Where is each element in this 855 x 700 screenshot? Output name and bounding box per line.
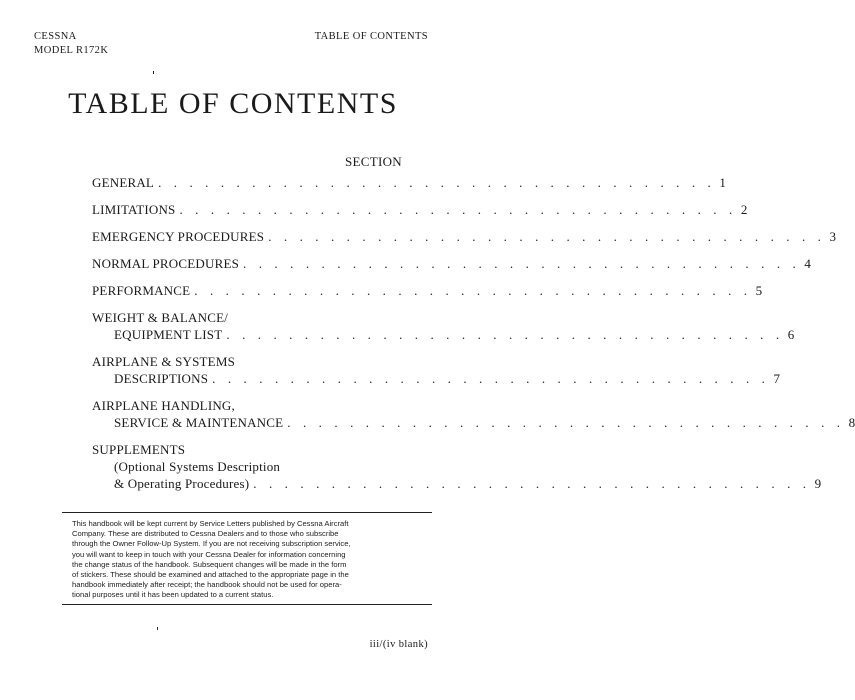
toc-leader-dots: . . . . . . . . . . . . . . . . . . . . . . . . . . . . . . . . . . . . bbox=[287, 415, 845, 430]
toc-entry-label: AIRPLANE HANDLING, bbox=[92, 398, 235, 413]
toc-entry-performance[interactable] bbox=[92, 282, 763, 299]
toc-entry-label: EMERGENCY PROCEDURES bbox=[92, 229, 265, 244]
toc-entry-emergency-procedures[interactable] bbox=[92, 228, 837, 245]
scan-speck bbox=[153, 71, 154, 74]
notice-line: This handbook will be kept current by Service Letters published by Cessna Aircraft bbox=[72, 519, 349, 528]
toc-section-number: 3 bbox=[829, 229, 837, 244]
notice-line: through the Owner Follow-Up System. If you are not receiving subscription service, bbox=[72, 539, 351, 549]
toc-entry-label-continued: (Optional Systems Description bbox=[114, 459, 281, 474]
toc-entry-label-continued: SERVICE & MAINTENANCE bbox=[114, 415, 284, 430]
toc-entry-supplements[interactable] bbox=[92, 441, 822, 492]
toc-entry-label: GENERAL bbox=[92, 175, 155, 190]
page-number: iii/(iv blank) bbox=[369, 639, 428, 650]
toc-leader-dots: . . . . . . . . . . . . . . . . . . . . . . . . . . . . . . . . . . . . bbox=[158, 175, 716, 190]
toc-entry-label: PERFORMANCE bbox=[92, 283, 191, 298]
toc-entry-limitations[interactable] bbox=[92, 201, 748, 218]
notice-line: the change status of the handbook. Subsequent changes will be made in the form bbox=[72, 559, 347, 569]
notice-line: handbook immediately after receipt; the handbook should not be used for opera- bbox=[72, 580, 342, 590]
toc-entry-label-continued: EQUIPMENT LIST bbox=[114, 327, 223, 342]
toc-entry-airplane-systems[interactable] bbox=[92, 353, 781, 387]
toc-leader-dots: . . . . . . . . . . . . . . . . . . . . . . . . . . . . . . . . . . . . bbox=[253, 476, 811, 491]
toc-section-number: 2 bbox=[740, 202, 748, 217]
toc-leader-dots: . . . . . . . . . . . . . . . . . . . . . . . . . . . . . . . . . . . . bbox=[226, 327, 784, 342]
notice-line: tional purposes until it has been updated to a current status. bbox=[72, 590, 274, 600]
toc-leader-dots: . . . . . . . . . . . . . . . . . . . . . . . . . . . . . . . . . . . . bbox=[179, 202, 737, 217]
toc-section-number: 8 bbox=[848, 415, 855, 430]
page-title: TABLE OF CONTENTS bbox=[68, 87, 398, 120]
toc-section-number: 5 bbox=[755, 283, 763, 298]
toc-leader-dots: . . . . . . . . . . . . . . . . . . . . . . . . . . . . . . . . . . . . bbox=[212, 371, 770, 386]
toc-entry-normal-procedures[interactable] bbox=[92, 255, 812, 272]
toc-section-number: 1 bbox=[719, 175, 727, 190]
toc-entry-label-continued: & Operating Procedures) bbox=[114, 476, 250, 491]
notice-line: you will want to keep in touch with your Cessna Dealer for information concerning bbox=[72, 549, 346, 559]
notice-bottom-rule bbox=[62, 604, 432, 605]
toc-list bbox=[92, 174, 855, 502]
toc-entry-airplane-handling[interactable] bbox=[92, 397, 855, 431]
toc-leader-dots: . . . . . . . . . . . . . . . . . . . . . . . . . . . . . . . . . . . . bbox=[268, 229, 826, 244]
header-section-title: TABLE OF CONTENTS bbox=[314, 31, 428, 42]
toc-section-number: 6 bbox=[787, 327, 795, 342]
toc-entry-label: SUPPLEMENTS bbox=[92, 442, 186, 457]
toc-section-number: 4 bbox=[804, 256, 812, 271]
toc-entry-label-continued: DESCRIPTIONS bbox=[114, 371, 209, 386]
toc-entry-label: WEIGHT & BALANCE/ bbox=[92, 310, 229, 325]
section-column-label: SECTION bbox=[345, 154, 402, 169]
notice-top-rule bbox=[62, 512, 432, 513]
toc-entry-label: NORMAL PROCEDURES bbox=[92, 256, 240, 271]
toc-entry-general[interactable] bbox=[92, 174, 727, 191]
notice-line: Company. These are distributed to Cessna Dealers and to those who subscribe bbox=[72, 529, 339, 539]
toc-section-number: 9 bbox=[814, 476, 822, 491]
toc-entry-label: LIMITATIONS bbox=[92, 202, 176, 217]
toc-leader-dots: . . . . . . . . . . . . . . . . . . . . . . . . . . . . . . . . . . . . bbox=[194, 283, 752, 298]
scan-speck bbox=[157, 627, 158, 630]
header-model-block bbox=[34, 30, 108, 58]
revision-notice bbox=[72, 519, 430, 601]
toc-leader-dots: . . . . . . . . . . . . . . . . . . . . . . . . . . . . . . . . . . . . bbox=[243, 256, 801, 271]
header-model: MODEL R172K bbox=[34, 45, 109, 56]
header-manufacturer: CESSNA bbox=[34, 31, 77, 42]
toc-entry-weight-balance[interactable] bbox=[92, 309, 795, 343]
toc-section-number: 7 bbox=[773, 371, 781, 386]
toc-entry-label: AIRPLANE & SYSTEMS bbox=[92, 354, 236, 369]
notice-line: of stickers. These should be examined and attached to the appropriate page in the bbox=[72, 570, 349, 580]
